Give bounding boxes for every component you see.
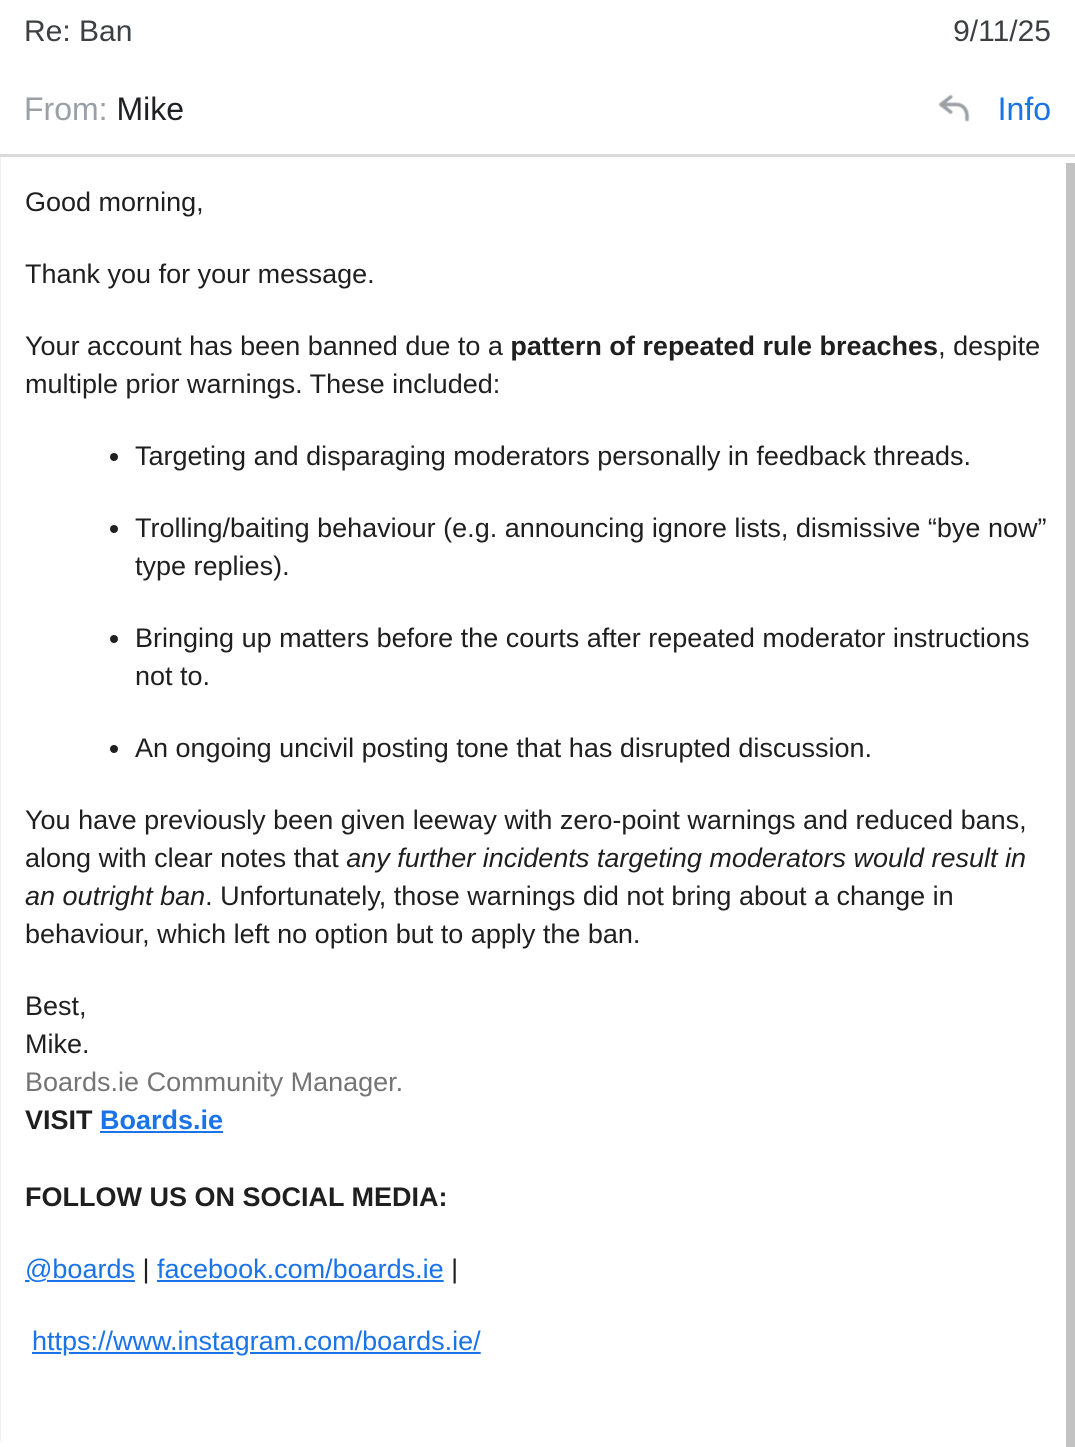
link-separator: | <box>134 1254 157 1284</box>
ban-intro-paragraph <box>25 327 1047 403</box>
boards-ie-link[interactable]: Boards.ie <box>100 1105 224 1135</box>
signature-role: Boards.ie Community Manager. <box>25 1067 404 1097</box>
greeting-text: Good morning, <box>25 187 204 217</box>
link-separator: | <box>443 1254 459 1284</box>
email-subject: Re: Ban <box>24 15 133 48</box>
list-item: • Targeting and disparaging moderators personally in feedback threads. <box>133 437 1047 475</box>
from-row <box>24 86 1051 132</box>
scrollbar[interactable] <box>1066 163 1075 1447</box>
warning-paragraph <box>25 801 1047 953</box>
social-links-line <box>25 1250 1047 1288</box>
header-actions <box>932 87 1051 131</box>
message-body <box>0 157 1075 1441</box>
list-item: • An ongoing uncivil posting tone that has disrupted discussion. <box>133 729 1047 767</box>
twitter-boards-link[interactable]: @boards <box>25 1254 135 1284</box>
email-header <box>0 0 1075 132</box>
warning-italic: any further incidents targeting moderators would result in an outright ban <box>25 843 1027 911</box>
signoff-text: Best, <box>25 991 87 1021</box>
ban-reasons-list <box>25 437 1047 767</box>
facebook-link[interactable]: facebook.com/boards.ie <box>157 1254 444 1284</box>
subject-row <box>24 10 1051 54</box>
social-heading: FOLLOW US ON SOCIAL MEDIA: <box>25 1182 448 1212</box>
reply-icon[interactable] <box>932 87 976 131</box>
ban-intro-prefix: Your account has been banned due to a <box>25 331 511 361</box>
from-label: From: <box>24 91 108 127</box>
email-date: 9/11/25 <box>953 15 1051 48</box>
list-item: • Trolling/baiting behaviour (e.g. announcing ignore lists, dismissive “bye now” type replies). <box>133 509 1047 585</box>
signature-name: Mike. <box>25 1029 90 1059</box>
signature-block <box>25 987 1047 1101</box>
info-link[interactable]: Info <box>997 90 1051 127</box>
warning-prefix: You have previously been given leeway with zero-point warnings and reduced bans, along with clear notes that <box>25 805 1027 873</box>
visit-line <box>25 1101 1047 1139</box>
message-content <box>1 157 1075 1360</box>
visit-label: VISIT <box>25 1105 101 1135</box>
from-line <box>24 86 184 132</box>
instagram-link[interactable]: https://www.instagram.com/boards.ie/ <box>32 1326 481 1356</box>
from-name: Mike <box>116 91 184 127</box>
list-item: • Bringing up matters before the courts after repeated moderator instructions not to. <box>133 619 1047 695</box>
ban-intro-bold: pattern of repeated rule breaches <box>510 331 939 361</box>
warning-suffix: . Unfortunately, those warnings did not bring about a change in behaviour, which left no option but to apply the ban. <box>25 881 954 949</box>
social-block <box>25 1178 1047 1360</box>
thanks-text: Thank you for your message. <box>25 259 375 289</box>
instagram-line <box>25 1322 1047 1360</box>
ban-intro-suffix: , despite multiple prior warnings. These included: <box>25 331 1041 399</box>
